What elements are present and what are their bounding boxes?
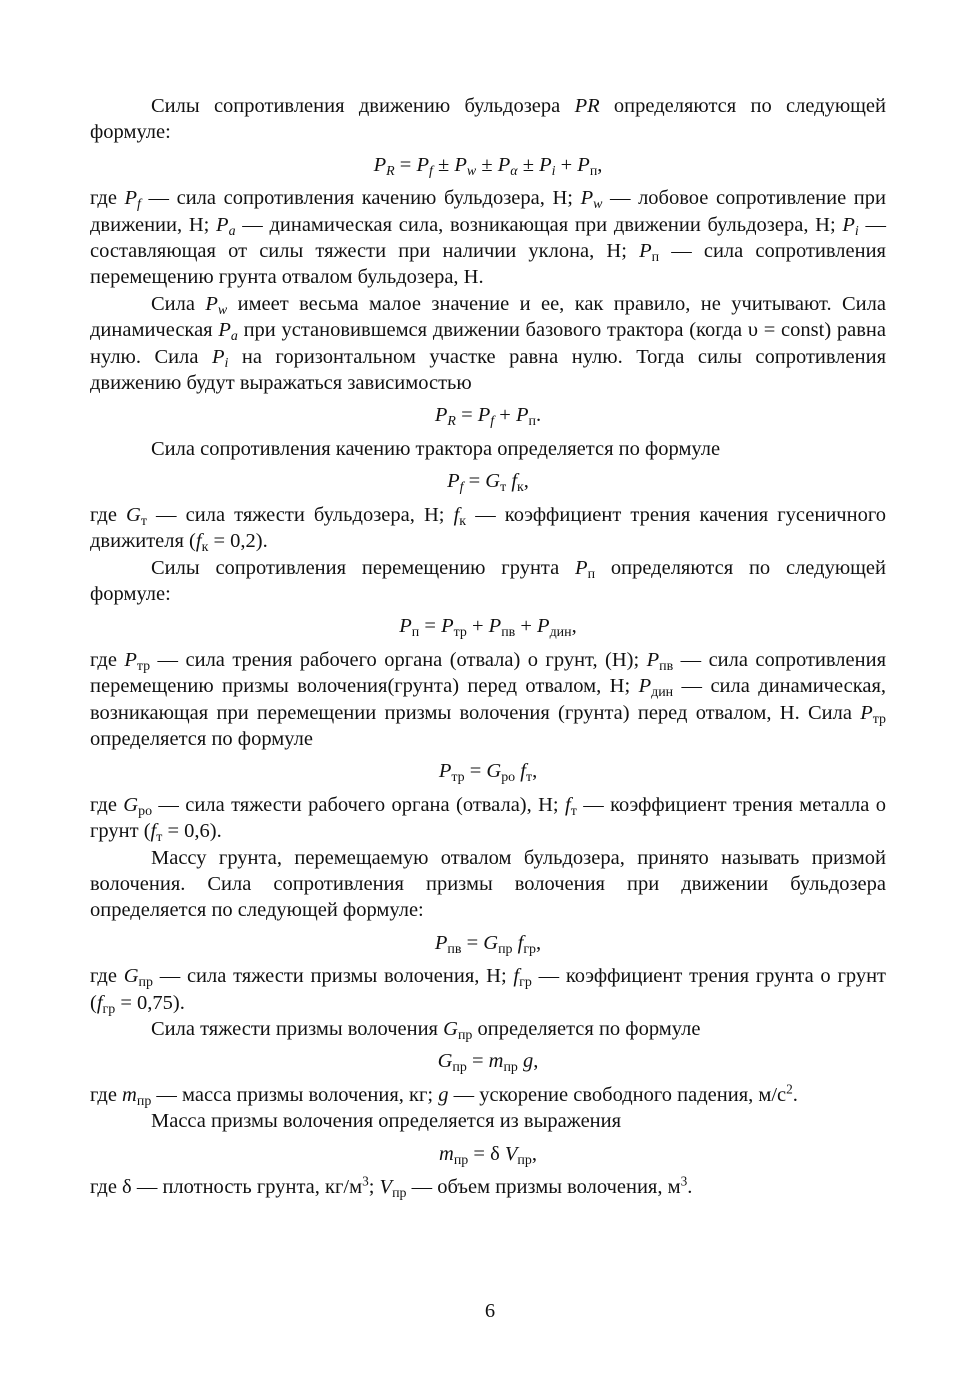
- text-run: при установившемся движении базового трактора (когда υ = const) равна нулю. Сила: [90, 319, 886, 368]
- subscript: т: [140, 513, 147, 529]
- math-symbol: f: [565, 793, 571, 816]
- math-symbol: f: [517, 931, 524, 954]
- math-symbol: P: [399, 615, 412, 638]
- math-symbol: P: [438, 760, 452, 783]
- subscript: пв: [447, 941, 462, 957]
- text-run: — масса призмы волочения, кг;: [151, 1083, 439, 1106]
- subscript: α: [510, 163, 518, 179]
- paragraph: [90, 1082, 886, 1108]
- math-symbol: G: [486, 760, 502, 783]
- subscript: т: [156, 830, 163, 846]
- math-symbol: P: [434, 931, 448, 954]
- text-run: =: [461, 931, 484, 954]
- subscript: пр: [517, 1152, 532, 1168]
- text-run: — сила тяжести рабочего органа (отвала), Н;: [152, 793, 566, 816]
- subscript: п: [589, 163, 598, 179]
- math-symbol: P: [211, 345, 225, 368]
- subscript: пр: [452, 1060, 467, 1076]
- subscript: гр: [519, 975, 532, 991]
- text-run: .: [535, 404, 542, 427]
- math-symbol: P: [515, 404, 529, 427]
- subscript: w: [466, 163, 477, 179]
- math-symbol: P: [216, 213, 229, 236]
- math-symbol: P: [537, 615, 550, 638]
- text-run: Сила сопротивления качению трактора определяется по формуле: [151, 437, 721, 460]
- text-run: ±: [476, 153, 498, 176]
- math-symbol: P: [205, 292, 218, 315]
- text-run: Силы сопротивления движению бульдозера: [151, 95, 575, 117]
- text-run: = δ: [468, 1142, 505, 1165]
- subscript: дин: [549, 625, 572, 641]
- text-run: — сила трения рабочего органа (отвала) о грунт, (Н);: [150, 648, 647, 671]
- subscript: a: [228, 223, 236, 239]
- math-symbol: f: [513, 965, 520, 988]
- math-symbol: G: [123, 965, 139, 988]
- formula: [90, 1048, 886, 1074]
- text-run: — коэффициент трения качения гусеничного движителя (: [90, 503, 886, 553]
- subscript: пр: [392, 1185, 407, 1201]
- text-run: =: [394, 153, 417, 176]
- subscript: a: [230, 329, 238, 345]
- math-symbol: P: [454, 153, 467, 176]
- paragraph: [90, 1174, 886, 1200]
- paragraph: [90, 555, 886, 608]
- math-symbol: P: [416, 153, 429, 176]
- text-run: ±: [517, 153, 540, 176]
- text-run: где: [90, 187, 125, 210]
- subscript: i: [854, 223, 859, 239]
- math-symbol: G: [483, 931, 499, 954]
- text-run: определяются по следующей формуле:: [90, 556, 886, 605]
- math-symbol: f: [511, 470, 518, 493]
- math-symbol: P: [477, 404, 491, 427]
- subscript: к: [201, 539, 209, 555]
- text-run: — составляющая от силы тяжести при наличии уклона, Н;: [90, 213, 886, 263]
- text-run: = 0,2).: [208, 530, 268, 553]
- text-run: ,: [532, 760, 538, 783]
- formula: [90, 930, 886, 956]
- subscript: f: [428, 163, 433, 179]
- text-run: +: [466, 615, 489, 638]
- math-symbol: f: [150, 820, 157, 843]
- subscript: п: [411, 625, 420, 641]
- math-symbol: f: [195, 530, 202, 553]
- text-run: Сила: [151, 292, 206, 315]
- text-run: — сила сопротивления перемещению призмы волочения(грунта) перед отвалом, Н;: [90, 648, 886, 698]
- paragraph: [90, 93, 886, 146]
- text-run: ;: [368, 1176, 380, 1199]
- subscript: пр: [136, 1093, 152, 1109]
- math-symbol: P: [638, 675, 652, 698]
- subscript: дин: [651, 685, 674, 701]
- subscript: R: [447, 414, 456, 430]
- subscript: пр: [498, 941, 513, 957]
- math-symbol: m: [439, 1142, 454, 1165]
- text-run: Массу грунта, перемещаемую отвалом бульдозера, принято называть призмой волочения. Сила сопротивления призмы волочения при движении бульдозера определяется по следующей формуле:: [90, 846, 886, 922]
- math-symbol: f: [520, 760, 526, 783]
- subscript: w: [217, 302, 228, 318]
- subscript: тр: [451, 770, 465, 786]
- paragraph: [90, 845, 886, 924]
- text-run: ,: [531, 1142, 537, 1165]
- text-run: определяется по формуле: [472, 1018, 701, 1040]
- text-run: .: [792, 1083, 798, 1106]
- text-run: ,: [533, 1050, 539, 1073]
- subscript: пр: [457, 1027, 473, 1043]
- subscript: пр: [453, 1152, 469, 1168]
- subscript: w: [593, 197, 603, 213]
- math-symbol: V: [504, 1142, 518, 1165]
- paragraph: [90, 185, 886, 291]
- text-run: имеет весьма малое значение и ее, как правило, не учитывают. Сила динамическая: [90, 292, 886, 342]
- math-symbol: P: [124, 648, 137, 671]
- text-run: — коэффициент трения грунта о грунт (: [90, 965, 887, 1014]
- subscript: т: [525, 770, 533, 786]
- text-run: = 0,75).: [115, 991, 185, 1014]
- text-run: — лобовое сопротивление при движении, Н;: [90, 187, 886, 236]
- math-symbol: P: [434, 404, 448, 427]
- subscript: п: [528, 414, 536, 430]
- math-symbol: m: [488, 1050, 504, 1073]
- text-run: =: [466, 1050, 489, 1073]
- math-symbol: P: [580, 187, 594, 210]
- text-run: — ускорение свободного падения, м/с: [448, 1083, 787, 1106]
- math-symbol: P: [842, 213, 855, 236]
- text-run: — сила тяжести призмы волочения, Н;: [152, 965, 514, 988]
- text-run: где: [90, 1083, 123, 1106]
- subscript: ро: [138, 803, 153, 819]
- subscript: к: [459, 513, 467, 529]
- paragraph: [90, 291, 886, 397]
- math-symbol: P: [124, 187, 138, 210]
- text-run: = 0,6).: [162, 820, 222, 843]
- math-symbol: PR: [574, 95, 600, 117]
- text-run: ,: [536, 931, 542, 954]
- subscript: пв: [659, 658, 674, 674]
- document-body: [90, 93, 886, 1200]
- paragraph: [90, 502, 886, 555]
- subscript: f: [459, 480, 464, 496]
- text-run: +: [555, 153, 578, 176]
- subscript: гр: [102, 1001, 116, 1017]
- text-run: ,: [597, 153, 603, 176]
- math-symbol: G: [485, 470, 501, 493]
- formula: [90, 613, 886, 639]
- math-symbol: P: [860, 701, 873, 724]
- subscript: f: [490, 414, 495, 430]
- math-symbol: P: [218, 319, 231, 342]
- math-symbol: m: [122, 1083, 137, 1106]
- formula: [90, 468, 886, 494]
- formula: [90, 1141, 886, 1167]
- text-run: где: [90, 965, 124, 988]
- math-symbol: P: [639, 240, 652, 263]
- subscript: тр: [136, 658, 151, 674]
- math-symbol: g: [523, 1050, 534, 1073]
- subscript: к: [517, 480, 524, 496]
- superscript: 2: [786, 1081, 793, 1097]
- formula: [90, 152, 886, 178]
- text-run: +: [494, 404, 516, 427]
- subscript: пр: [503, 1060, 518, 1076]
- paragraph: [90, 1016, 886, 1042]
- subscript: т: [500, 480, 507, 496]
- text-run: .: [687, 1176, 693, 1199]
- text-run: Масса призмы волочения определяется из выражения: [151, 1110, 622, 1133]
- math-symbol: V: [379, 1176, 393, 1199]
- math-symbol: G: [437, 1050, 453, 1073]
- paragraph: [90, 647, 886, 753]
- math-symbol: P: [488, 615, 502, 638]
- subscript: i: [224, 355, 229, 371]
- text-run: =: [419, 615, 442, 638]
- math-symbol: g: [438, 1083, 449, 1106]
- formula: [90, 402, 886, 428]
- paragraph: [90, 792, 886, 845]
- math-symbol: G: [443, 1018, 458, 1040]
- paragraph: [90, 963, 886, 1016]
- text-run: =: [455, 404, 478, 427]
- text-run: определяются по следующей формуле:: [90, 95, 886, 144]
- subscript: пв: [501, 625, 516, 641]
- subscript: п: [587, 566, 596, 582]
- text-run: где: [90, 648, 125, 671]
- text-run: где: [90, 793, 124, 816]
- text-run: — коэффициент трения металла о грунт (: [90, 793, 886, 843]
- subscript: f: [137, 197, 141, 213]
- subscript: п: [651, 249, 660, 265]
- subscript: R: [386, 163, 395, 179]
- text-run: ±: [432, 153, 455, 176]
- text-run: =: [463, 470, 486, 493]
- text-run: где δ — плотность грунта, кг/м: [90, 1176, 363, 1199]
- paragraph: [90, 1108, 886, 1134]
- math-symbol: P: [441, 615, 454, 638]
- text-run: +: [515, 615, 538, 638]
- subscript: пр: [138, 975, 153, 991]
- math-symbol: f: [96, 991, 103, 1014]
- subscript: ро: [501, 770, 516, 786]
- math-symbol: f: [453, 503, 460, 526]
- math-symbol: P: [646, 648, 660, 671]
- text-run: определяется по формуле: [90, 727, 313, 750]
- text-run: — сила динамическая, возникающая при перемещении призмы волочения (грунта) перед отвалом, Н. Сила: [90, 675, 886, 724]
- text-run: — сила сопротивления перемещению грунта отвалом бульдозера, Н.: [90, 240, 886, 289]
- math-symbol: G: [123, 793, 139, 816]
- subscript: i: [551, 163, 556, 179]
- text-run: — сила сопротивления качению бульдозера, Н;: [140, 187, 581, 210]
- paragraph: [90, 436, 886, 462]
- superscript: 3: [680, 1173, 688, 1189]
- superscript: 3: [362, 1173, 369, 1189]
- math-symbol: P: [447, 470, 460, 493]
- math-symbol: P: [497, 153, 511, 176]
- text-run: ,: [523, 470, 529, 493]
- math-symbol: P: [373, 153, 387, 176]
- text-run: — сила тяжести бульдозера, Н;: [146, 503, 454, 526]
- math-symbol: P: [577, 153, 590, 176]
- subscript: тр: [872, 711, 886, 727]
- formula: [90, 758, 886, 784]
- text-run: — динамическая сила, возникающая при движении бульдозера, Н;: [235, 213, 843, 236]
- text-run: на горизонтальном участке равна нулю. Тогда силы сопротивления движению будут выражаться зависимостью: [90, 345, 887, 395]
- math-symbol: G: [126, 503, 141, 526]
- subscript: т: [570, 803, 577, 819]
- text-run: Силы сопротивления перемещению грунта: [151, 556, 576, 579]
- math-symbol: P: [575, 556, 588, 579]
- subscript: тр: [453, 625, 467, 641]
- text-run: =: [464, 760, 487, 783]
- page-number: 6: [484, 1300, 496, 1322]
- text-run: где: [90, 503, 127, 526]
- math-symbol: P: [539, 153, 552, 176]
- text-run: — объем призмы волочения, м: [406, 1176, 681, 1199]
- subscript: гр: [523, 941, 537, 957]
- text-run: ,: [571, 615, 577, 638]
- text-run: Сила тяжести призмы волочения: [151, 1018, 444, 1040]
